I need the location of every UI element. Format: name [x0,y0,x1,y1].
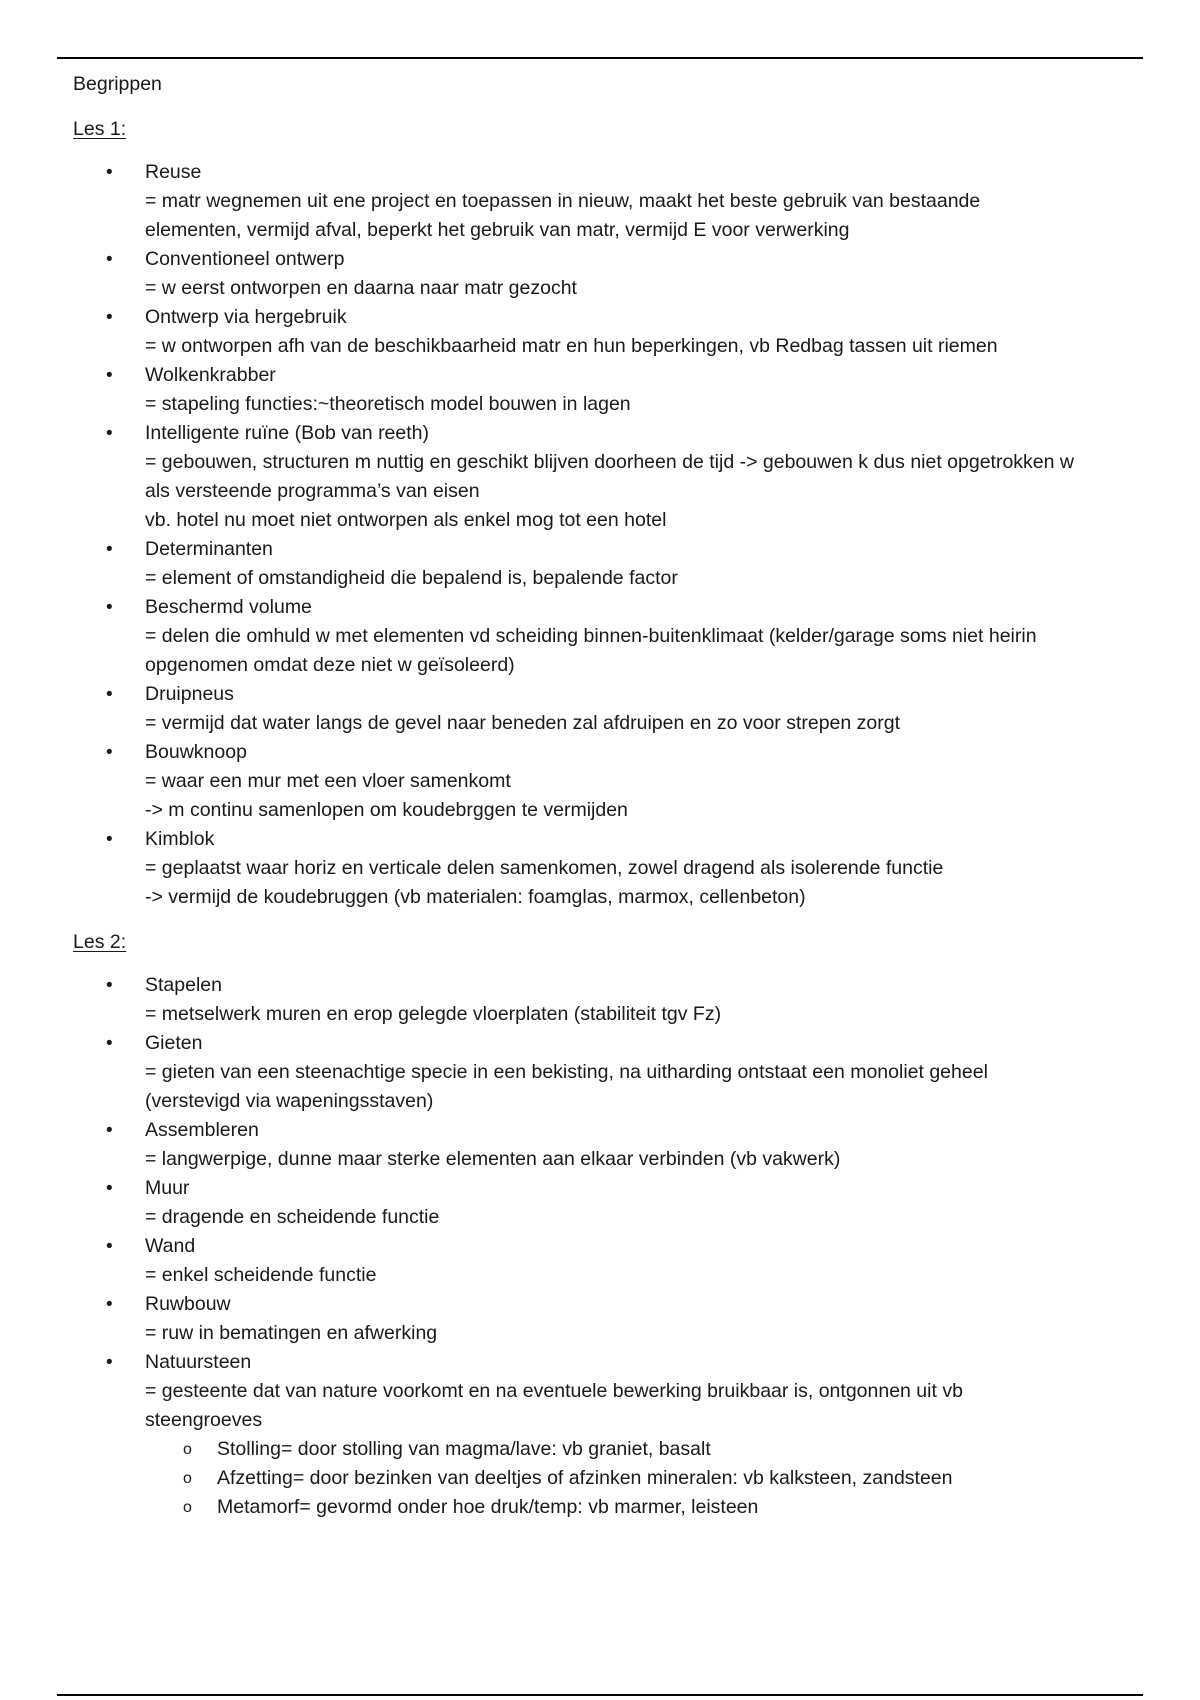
term-definition: opgenomen omdat deze niet w geïsoleerd) [145,654,515,676]
term-item [73,361,1138,419]
term-name: • Kimblok [145,828,215,850]
document-title: Begrippen [73,73,162,95]
term-name: • Muur [145,1177,190,1199]
term-definition: als versteende programma’s van eisen [145,480,480,502]
term-item [73,1232,1138,1290]
term-item [73,535,1138,593]
term-item [73,680,1138,738]
bottom-rule [57,1694,1143,1696]
section-heading-les-2: Les 2: [73,931,127,953]
term-definition: = stapeling functies:~theoretisch model bouwen in lagen [145,393,631,415]
sub-item: o Metamorf= gevormd onder hoe druk/temp: vb marmer, leisteen [145,1493,1138,1522]
term-definition: = w eerst ontworpen en daarna naar matr gezocht [145,277,577,299]
term-name: • Beschermd volume [145,596,312,618]
term-item [73,1348,1138,1522]
document-body [73,70,1138,1522]
term-name: • Assembleren [145,1119,259,1141]
term-item [73,245,1138,303]
term-item [73,1116,1138,1174]
term-name: • Bouwknoop [145,741,247,763]
term-item [73,738,1138,825]
term-definition: = waar een mur met een vloer samenkomt [145,770,511,792]
section-heading-les-1: Les 1: [73,118,127,140]
term-list-les-2 [73,971,1138,1522]
term-definition: steengroeves [145,1409,263,1431]
term-name: • Wand [145,1235,196,1257]
term-definition: = matr wegnemen uit ene project en toepassen in nieuw, maakt het beste gebruik van bestaande [145,190,981,212]
term-item [73,1290,1138,1348]
term-definition: = delen die omhuld w met elementen vd scheiding binnen-buitenklimaat (kelder/garage soms niet heirin [145,625,1037,647]
term-definition: = langwerpige, dunne maar sterke elementen aan elkaar verbinden (vb vakwerk) [145,1148,841,1170]
term-definition: = geplaatst waar horiz en verticale delen samenkomen, zowel dragend als isolerende functie [145,857,944,879]
term-name: • Reuse [145,161,202,183]
term-item [73,158,1138,245]
term-name: • Stapelen [145,974,222,996]
sub-list-natuursteen [145,1435,1138,1522]
term-definition: = w ontworpen afh van de beschikbaarheid matr en hun beperkingen, vb Redbag tassen uit riemen [145,335,998,357]
term-definition: = vermijd dat water langs de gevel naar beneden zal afdruipen en zo voor strepen zorgt [145,712,901,734]
term-item [73,303,1138,361]
term-definition: = gieten van een steenachtige specie in een bekisting, na uitharding ontstaat een monoliet geheel [145,1061,988,1083]
term-item [73,971,1138,1029]
top-rule [57,57,1143,59]
term-name: • Determinanten [145,538,273,560]
term-name: • Intelligente ruïne (Bob van reeth) [145,422,430,444]
term-definition: = ruw in bematingen en afwerking [145,1322,438,1344]
term-item [73,1174,1138,1232]
term-definition: = gebouwen, structuren m nuttig en geschikt blijven doorheen de tijd -> gebouwen k dus niet opgetrokken w [145,451,1075,473]
term-name: • Natuursteen [145,1351,252,1373]
term-definition: vb. hotel nu moet niet ontworpen als enkel mog tot een hotel [145,509,667,531]
term-definition: -> m continu samenlopen om koudebrggen te vermijden [145,799,628,821]
sub-item: o Afzetting= door bezinken van deeltjes of afzinken mineralen: vb kalksteen, zandsteen [145,1464,1138,1493]
term-definition: = metselwerk muren en erop gelegde vloerplaten (stabiliteit tgv Fz) [145,1003,722,1025]
term-name: • Conventioneel ontwerp [145,248,345,270]
term-definition: elementen, vermijd afval, beperkt het gebruik van matr, vermijd E voor verwerking [145,219,850,241]
term-definition: = dragende en scheidende functie [145,1206,440,1228]
term-name: • Ruwbouw [145,1293,231,1315]
term-item [73,1029,1138,1116]
term-name: • Ontwerp via hergebruik [145,306,347,328]
term-name: • Gieten [145,1032,203,1054]
term-definition: = element of omstandigheid die bepalend is, bepalende factor [145,567,678,589]
term-item [73,593,1138,680]
term-definition: -> vermijd de koudebruggen (vb materialen: foamglas, marmox, cellenbeton) [145,886,806,908]
sub-item: o Stolling= door stolling van magma/lave: vb graniet, basalt [145,1435,1138,1464]
term-definition: = enkel scheidende functie [145,1264,377,1286]
term-name: • Druipneus [145,683,234,705]
term-item [73,825,1138,912]
term-list-les-1 [73,158,1138,912]
term-item [73,419,1138,535]
term-definition: = gesteente dat van nature voorkomt en na eventuele bewerking bruikbaar is, ontgonnen uit vb [145,1380,963,1402]
term-definition: (verstevigd via wapeningsstaven) [145,1090,434,1112]
term-name: • Wolkenkrabber [145,364,276,386]
